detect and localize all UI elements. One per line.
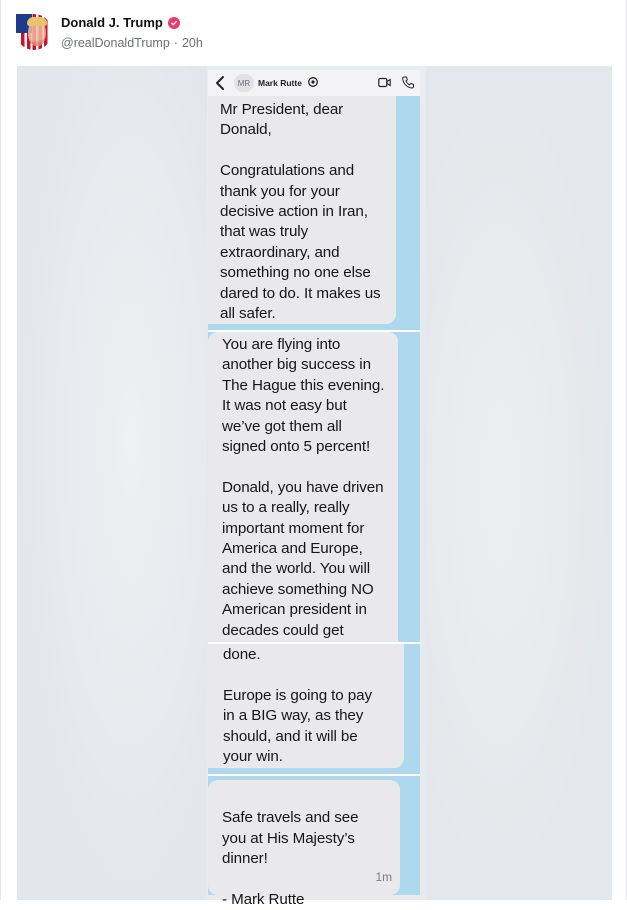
author-name-row: [61, 15, 180, 30]
message-timestamp: 1m: [375, 869, 392, 884]
message-text: Safe travels and see you at His Majesty’s dinner! - Mark Rutte: [222, 809, 359, 909]
chat-segment-3: [208, 644, 420, 774]
message-bubble: done. Europe is going to pay in a BIG way, as they should, and it will be your win.: [208, 644, 404, 768]
message-bubble: Mr President, dear Donald, Congratulations and thank you for your decisive action in Iran, that was truly extraordinary, and something no one else dared to do. It makes us all safer.: [208, 96, 396, 324]
contact-name[interactable]: Mark Rutte: [258, 78, 302, 88]
post-header: [16, 14, 416, 54]
media-blur-left: [17, 66, 207, 900]
phone-icon[interactable]: [402, 76, 414, 89]
frame-border-left: [0, 0, 1, 900]
author-handle[interactable]: @realDonaldTrump: [61, 36, 170, 50]
gear-icon[interactable]: [307, 76, 319, 88]
chat-screenshot[interactable]: [208, 70, 420, 909]
media-blur-right: [426, 66, 612, 900]
author-display-name[interactable]: Donald J. Trump: [61, 15, 163, 30]
chat-header: [208, 70, 420, 97]
chat-segment-2: [208, 332, 420, 642]
message-bubble: [208, 780, 400, 909]
post-meta: [61, 36, 203, 50]
avatar-hair: [27, 17, 47, 26]
chat-segment-1: [208, 96, 420, 330]
message-bubble: You are flying into another big success in The Hague this evening. It was not easy but we’ve got them all signed onto 5 percent! Donald, you have driven us to a really, really important moment for America and Europe, and the world. You will achieve something NO American president in decades could get: [208, 332, 398, 642]
chat-segment-4: [208, 776, 420, 909]
verified-badge-icon: [168, 17, 180, 29]
back-icon[interactable]: [214, 75, 226, 91]
contact-avatar[interactable]: MR: [234, 74, 254, 92]
avatar[interactable]: [16, 14, 52, 50]
meta-separator: ·: [173, 36, 178, 50]
post-time[interactable]: 20h: [181, 36, 203, 50]
video-call-icon[interactable]: [378, 77, 391, 88]
